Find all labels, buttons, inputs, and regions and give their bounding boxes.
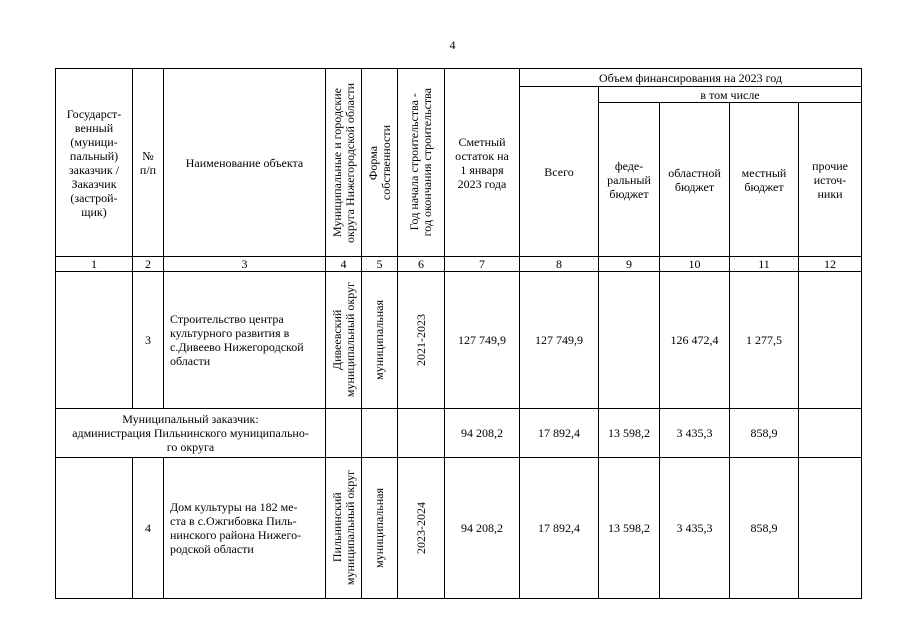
cell-years: 2023-2024 — [413, 502, 428, 554]
cell-customer — [56, 458, 133, 599]
subtotal-local: 858,9 — [730, 409, 799, 458]
cell-estimate: 127 749,9 — [445, 272, 520, 409]
column-index: 12 — [799, 257, 862, 272]
cell-regional: 126 472,4 — [660, 272, 730, 409]
cell-other — [799, 272, 862, 409]
cell-years-wrap — [398, 458, 445, 599]
column-index: 5 — [362, 257, 398, 272]
header-other: прочие источ- ники — [799, 103, 862, 257]
column-index: 3 — [164, 257, 326, 272]
cell-ownership-wrap — [362, 272, 398, 409]
cell-years-wrap — [398, 272, 445, 409]
header-customer: Государст- венный (муници- пальный) заказчик / Заказчик (застрой- щик) — [56, 69, 133, 257]
header-including: в том числе — [599, 87, 862, 103]
subtotal-row — [56, 409, 862, 458]
header-municipality-cell — [326, 69, 362, 257]
column-index: 1 — [56, 257, 133, 272]
page-number: 4 — [449, 38, 456, 52]
header-funding-volume: Объем финансирования на 2023 год — [520, 69, 862, 87]
cell-municipality: Пильнинский муниципальный округ — [329, 470, 357, 586]
subtotal-other — [799, 409, 862, 458]
table-row — [56, 272, 862, 409]
column-index: 4 — [326, 257, 362, 272]
header-years-cell — [398, 69, 445, 257]
cell-municipality-wrap — [326, 272, 362, 409]
header-ownership-cell — [362, 69, 398, 257]
header-object-name: Наименование объекта — [164, 69, 326, 257]
cell-local: 1 277,5 — [730, 272, 799, 409]
cell-years: 2021-2023 — [413, 314, 428, 366]
cell-ownership: муниципальная — [372, 488, 386, 568]
subtotal-estimate: 94 208,2 — [445, 409, 520, 458]
cell-total: 127 749,9 — [520, 272, 599, 409]
funding-table — [55, 68, 862, 599]
header-years: Год начала строительства - год окончания строительства — [407, 88, 434, 237]
column-index: 8 — [520, 257, 599, 272]
subtotal-federal: 13 598,2 — [599, 409, 660, 458]
cell-other — [799, 458, 862, 599]
column-index: 9 — [599, 257, 660, 272]
subtotal-label: Муниципальный заказчик: администрация Пильнинского муниципально- го округа — [56, 409, 326, 458]
cell-federal — [599, 272, 660, 409]
column-index: 11 — [730, 257, 799, 272]
column-index-row — [56, 257, 862, 272]
cell-object-name: Дом культуры на 182 ме- ста в с.Ожгибовка Пиль- нинского района Нижего- родской области — [164, 458, 326, 599]
cell-local: 858,9 — [730, 458, 799, 599]
cell-ownership: муниципальная — [372, 300, 386, 380]
column-index: 7 — [445, 257, 520, 272]
header-ownership: Форма собственности — [365, 124, 393, 201]
cell-total: 17 892,4 — [520, 458, 599, 599]
table-row — [56, 458, 862, 599]
column-index: 2 — [133, 257, 164, 272]
subtotal-regional: 3 435,3 — [660, 409, 730, 458]
cell-num: 4 — [133, 458, 164, 599]
header-local: местный бюджет — [730, 103, 799, 257]
cell-municipality-wrap — [326, 458, 362, 599]
header-federal: феде- ральный бюджет — [599, 103, 660, 257]
cell-ownership-wrap — [362, 458, 398, 599]
cell-num: 3 — [133, 272, 164, 409]
subtotal-empty — [362, 409, 398, 458]
cell-object-name: Строительство центра культурного развития в с.Дивеево Нижегородской области — [164, 272, 326, 409]
cell-federal: 13 598,2 — [599, 458, 660, 599]
header-estimate: Сметный остаток на 1 января 2023 года — [445, 69, 520, 257]
subtotal-empty — [326, 409, 362, 458]
header-num: № п/п — [133, 69, 164, 257]
header-municipality: Муниципальные и городские округа Нижегородской области — [329, 82, 357, 243]
subtotal-total: 17 892,4 — [520, 409, 599, 458]
cell-municipality: Дивеевский муниципальный округ — [329, 282, 357, 398]
cell-customer — [56, 272, 133, 409]
cell-estimate: 94 208,2 — [445, 458, 520, 599]
column-index: 10 — [660, 257, 730, 272]
cell-regional: 3 435,3 — [660, 458, 730, 599]
header-total: Всего — [520, 87, 599, 257]
column-index: 6 — [398, 257, 445, 272]
subtotal-empty — [398, 409, 445, 458]
header-regional: областной бюджет — [660, 103, 730, 257]
